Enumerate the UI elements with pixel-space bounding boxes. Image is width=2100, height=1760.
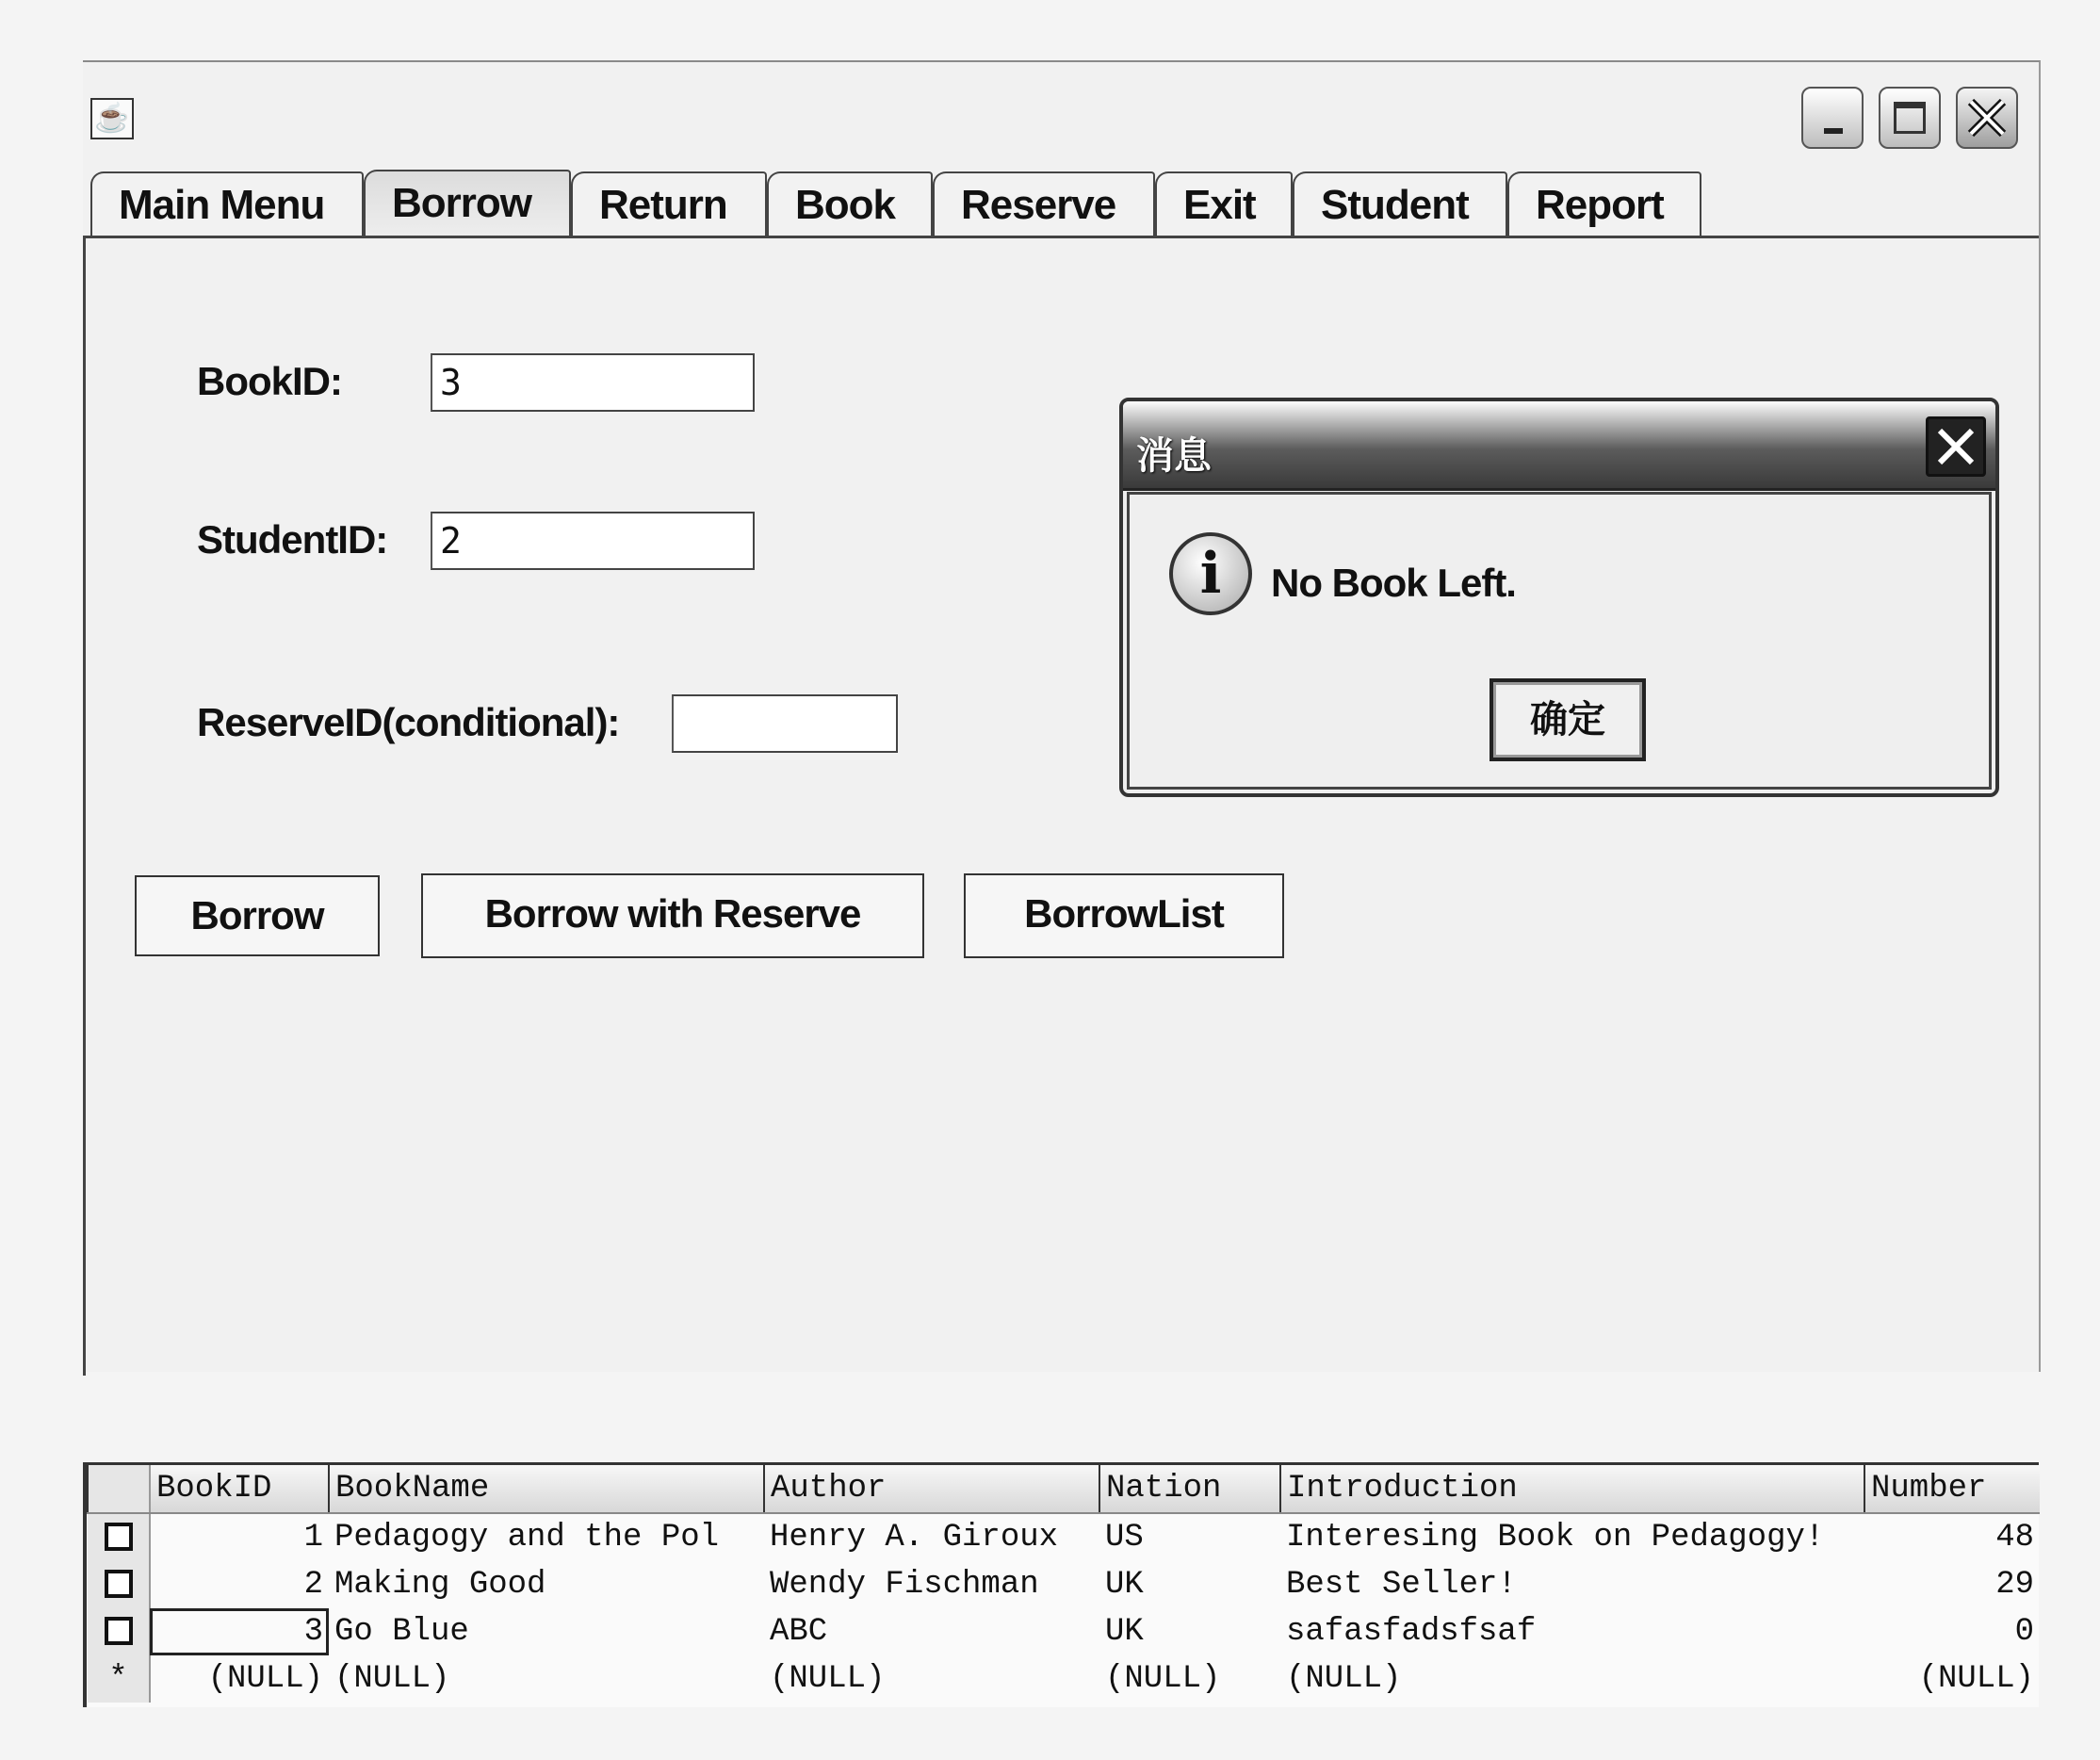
table-cell[interactable]: Making Good [334,1567,546,1603]
java-cup-icon: ☕ [90,98,134,139]
student-id-label: StudentID: [197,517,388,562]
book-id-label: BookID: [197,359,342,403]
tab-bar [83,171,2039,237]
table-cell[interactable]: Henry A. Giroux [770,1520,1059,1556]
new-row-marker: * [88,1655,150,1703]
dialog-message: No Book Left. [1271,561,1516,605]
borrow-with-reserve-button[interactable]: Borrow with Reserve [421,873,924,958]
table-cell[interactable]: (NULL) [770,1661,886,1697]
column-header-author[interactable]: Author [764,1465,1099,1513]
tab-borrow[interactable]: Borrow [364,170,571,237]
table-cell-selected[interactable]: 3 [150,1608,329,1655]
maximize-button[interactable] [1879,87,1941,149]
row-checkbox[interactable] [88,1561,150,1608]
column-header-introduction[interactable]: Introduction [1280,1465,1864,1513]
student-id-input[interactable]: 2 [431,512,755,570]
table-cell[interactable]: (NULL) [207,1661,323,1697]
dialog-title: 消息 [1136,435,1212,477]
book-id-input[interactable]: 3 [431,353,755,412]
dialog-titlebar [1123,401,1995,491]
close-icon [1934,425,1978,468]
table-cell[interactable]: (NULL) [1286,1661,1402,1697]
table-cell[interactable]: 48 [1995,1520,2034,1556]
table-cell[interactable]: Wendy Fischman [770,1567,1039,1603]
table-cell[interactable]: 29 [1995,1567,2034,1603]
borrow-list-button[interactable]: BorrowList [964,873,1284,958]
checkbox-icon [105,1617,133,1645]
table-cell[interactable]: Best Seller! [1286,1567,1517,1603]
message-dialog [1119,398,1999,797]
info-icon: i [1169,532,1252,615]
tab-student[interactable]: Student [1293,171,1507,236]
table-new-row[interactable] [88,1655,2040,1703]
column-header-bookid[interactable]: BookID [150,1465,329,1513]
table-cell[interactable]: (NULL) [1105,1661,1221,1697]
tab-reserve[interactable]: Reserve [933,171,1155,236]
tab-report[interactable]: Report [1507,171,1701,236]
row-checkbox[interactable] [88,1513,150,1561]
tab-return[interactable]: Return [571,171,767,236]
tab-exit[interactable]: Exit [1155,171,1293,236]
table-cell[interactable]: Interesing Book on Pedagogy! [1286,1520,1825,1556]
table-row[interactable] [88,1561,2040,1608]
dialog-ok-button[interactable]: 确定 [1490,678,1646,761]
table-cell[interactable]: ABC [770,1614,828,1650]
column-header-number[interactable]: Number [1864,1465,2040,1513]
tab-book[interactable]: Book [767,171,933,236]
checkbox-icon [105,1523,133,1551]
table-cell[interactable]: 0 [2014,1614,2034,1650]
reserve-id-input[interactable] [672,694,898,753]
table-cell[interactable]: (NULL) [334,1661,450,1697]
column-header-bookname[interactable]: BookName [329,1465,764,1513]
borrow-button[interactable]: Borrow [135,875,380,956]
checkbox-icon [105,1570,133,1598]
row-header-corner [88,1465,150,1513]
close-button[interactable] [1956,87,2018,149]
table-cell[interactable]: 1 [303,1520,323,1556]
window-titlebar [83,62,2039,162]
dialog-body [1127,492,1992,790]
tab-main-menu[interactable]: Main Menu [90,171,364,236]
close-icon [1965,96,2009,139]
row-checkbox[interactable] [88,1608,150,1655]
table-row[interactable] [88,1513,2040,1561]
table-cell[interactable]: safasfadsfsaf [1286,1614,1537,1650]
column-header-nation[interactable]: Nation [1099,1465,1280,1513]
table-cell[interactable]: Go Blue [334,1614,469,1650]
table-row[interactable] [88,1608,2040,1655]
table-cell[interactable]: (NULL) [1918,1661,2034,1697]
table-cell[interactable]: UK [1105,1567,1144,1603]
reserve-id-label: ReserveID(conditional): [197,700,620,744]
table-cell[interactable]: Pedagogy and the Pol [334,1520,720,1556]
dialog-close-button[interactable] [1926,416,1986,477]
table-cell[interactable]: UK [1105,1614,1144,1650]
table-cell[interactable]: US [1105,1520,1144,1556]
table-header-row [88,1465,2040,1513]
book-table [83,1462,2039,1707]
minimize-button[interactable] [1801,87,1864,149]
table-cell[interactable]: 2 [303,1567,323,1603]
